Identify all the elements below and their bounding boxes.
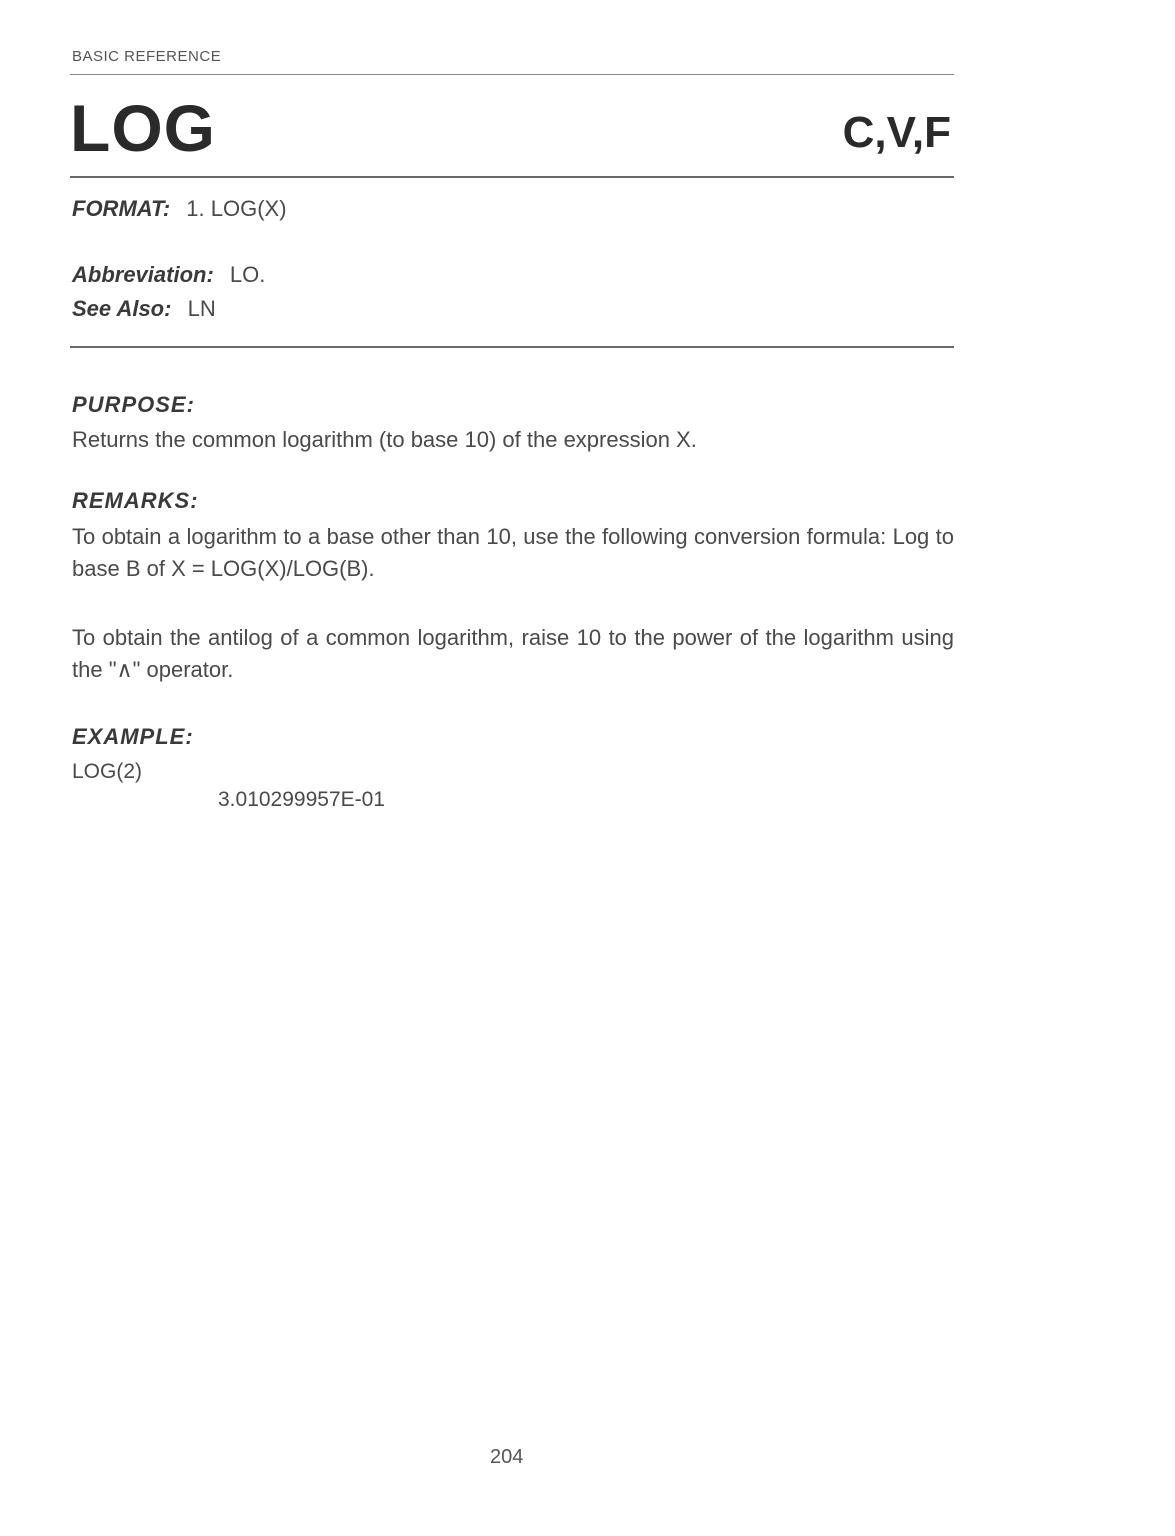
see-also-value: LN <box>187 296 216 321</box>
command-modes: C,V,F <box>842 108 951 157</box>
command-title: LOG <box>70 91 216 165</box>
header-rule <box>70 74 954 75</box>
running-header: BASIC REFERENCE <box>72 48 222 65</box>
title-rule <box>70 176 954 178</box>
example-heading: EXAMPLE: <box>72 724 194 749</box>
remarks-paragraph-1: To obtain a logarithm to a base other than 10, use the following conversion formula: Log to base B of X = LOG(X)/LOG(B). <box>72 524 954 581</box>
format-line <box>72 196 287 222</box>
purpose-heading: PURPOSE: <box>72 392 195 417</box>
example-output: 3.010299957E-01 <box>218 788 385 811</box>
page-number: 204 <box>490 1446 524 1468</box>
format-value: 1. LOG(X) <box>186 196 287 221</box>
remarks-heading: REMARKS: <box>72 488 199 513</box>
abbreviation-value: LO. <box>229 262 266 287</box>
remarks-paragraph-2: To obtain the antilog of a common logarithm, raise 10 to the power of the logarithm using the "∧" operator. <box>72 625 954 682</box>
see-also-label: See Also: <box>72 296 172 321</box>
example-input: LOG(2) <box>72 760 143 783</box>
format-label: FORMAT: <box>72 196 171 221</box>
see-also-line <box>72 296 216 322</box>
format-rule <box>70 346 954 348</box>
purpose-text: Returns the common logarithm (to base 10) of the expression X. <box>72 427 697 452</box>
abbreviation-label: Abbreviation: <box>72 262 214 287</box>
abbreviation-line <box>72 262 265 288</box>
